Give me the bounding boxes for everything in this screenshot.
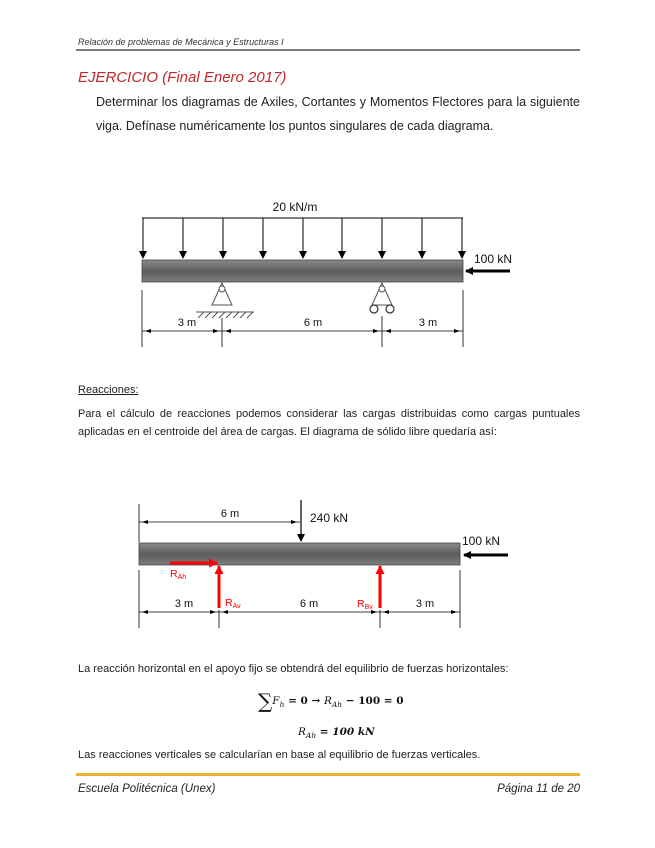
free-body-diagram (0, 490, 655, 640)
beam (142, 260, 463, 282)
resultant-label: 240 kN (310, 511, 349, 525)
span-label-1: 3 m (177, 317, 197, 329)
roller-support (370, 283, 394, 313)
vertical-equilibrium-text: Las reacciones verticales se calcularían en base al equilibrio de fuerzas verticales. (78, 749, 481, 761)
footer-rule (76, 773, 580, 776)
equation-2: $R_{Ah} = 100$ kN (298, 726, 375, 741)
top-dimension-label: 6 m (220, 508, 240, 520)
span-label-2: 6 m (303, 317, 323, 329)
running-header: Relación de problemas de Mecánica y Estructuras I (78, 37, 284, 47)
reactions-heading: Reacciones: (78, 384, 139, 396)
span-label-3: 3 m (418, 317, 438, 329)
reaction-rah-label: RAh (170, 568, 187, 581)
distributed-load-label: 20 kN/m (272, 200, 318, 214)
pin-support (196, 283, 254, 318)
fbd-span-label-1: 3 m (174, 598, 194, 610)
fbd-span-label-3: 3 m (415, 598, 435, 610)
reactions-intro: Para el cálculo de reacciones podemos considerar las cargas distribuidas como cargas puntuales aplicadas en el centroide del área de cargas. El diagrama de sólido libre quedaría así: (78, 408, 580, 438)
horizontal-equilibrium-text: La reacción horizontal en el apoyo fijo se obtendrá del equilibrio de fuerzas horizontales: (78, 663, 509, 675)
exercise-title: EJERCICIO (Final Enero 2017) (78, 69, 287, 86)
reaction-rbv-label: RBv (357, 598, 373, 611)
fbd-point-load-label: 100 kN (462, 534, 501, 548)
beam-figure (0, 0, 655, 360)
exercise-statement: Determinar los diagramas de Axiles, Cortantes y Momentos Flectores para la siguiente viga. Defínase numéricamente los puntos singulares de cada diagrama. (96, 95, 580, 133)
fbd-span-label-2: 6 m (299, 598, 319, 610)
footer-page-number: Página 11 de 20 (497, 783, 580, 795)
distributed-load-arrows (143, 218, 462, 258)
equation-1: $\sum F_h = 0 \to R_{Ah} - 100 = 0$ (258, 689, 404, 713)
point-load-label: 100 kN (474, 252, 513, 266)
footer-institution: Escuela Politécnica (Unex) (78, 783, 216, 795)
reaction-rav-label: RAv (225, 597, 241, 610)
